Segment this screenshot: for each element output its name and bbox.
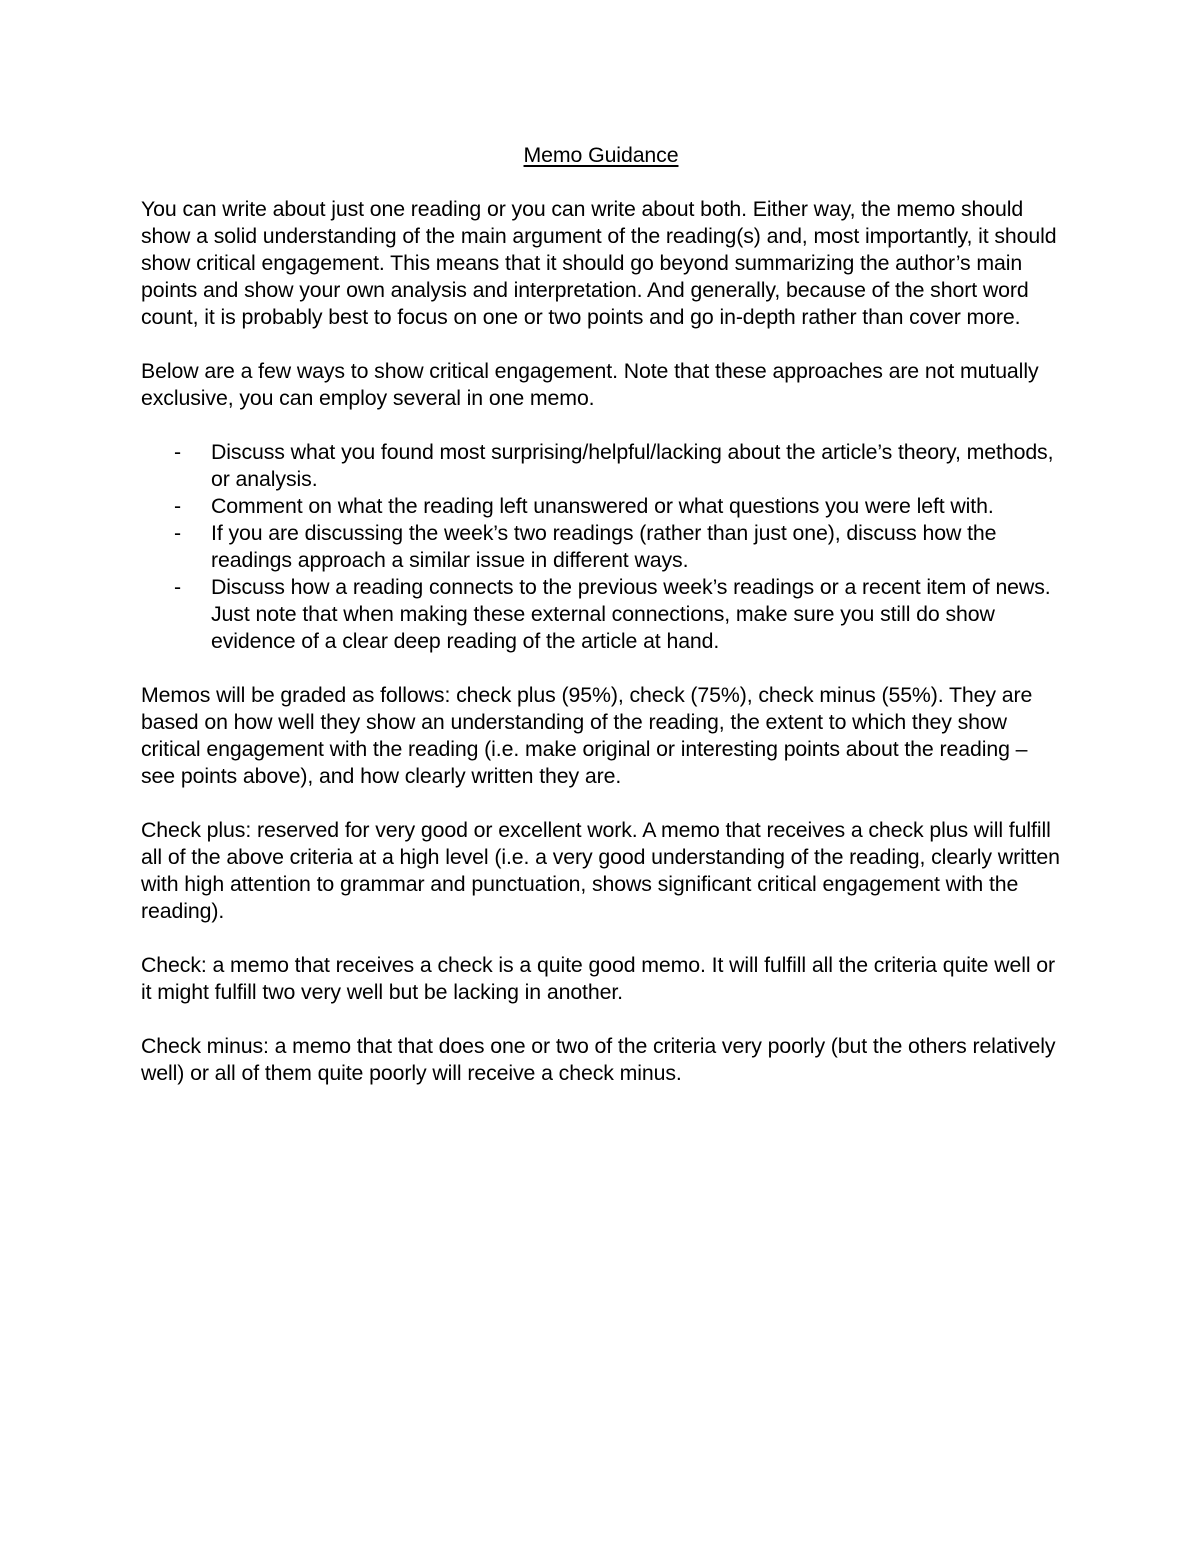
dash-marker: - (174, 575, 181, 599)
intro-paragraph: You can write about just one reading or you can write about both. Either way, the memo should show a solid understanding of the main argument of the reading(s) and, most importantly, it should show critical engagement. This means that it should go beyond summarizing the author’s main points and show your own analysis and interpretation. And generally, because of the short word count, it is probably best to focus on one or two points and go in-depth rather than cover more. (141, 197, 1057, 329)
engagement-list (141, 439, 1061, 655)
list-item (141, 574, 1061, 655)
list-item (141, 520, 1061, 574)
check-minus-paragraph: Check minus: a memo that that does one or two of the criteria very poorly (but the others relatively well) or all of them quite poorly will receive a check minus. (141, 1034, 1056, 1085)
check-paragraph: Check: a memo that receives a check is a quite good memo. It will fulfill all the criteria quite well or it might fulfill two very well but be lacking in another. (141, 953, 1056, 1004)
page-title: Memo Guidance (523, 143, 679, 167)
ways-intro-paragraph: Below are a few ways to show critical engagement. Note that these approaches are not mutually exclusive, you can employ several in one memo. (141, 359, 1039, 410)
grading-paragraph: Memos will be graded as follows: check plus (95%), check (75%), check minus (55%). They are based on how well they show an understanding of the reading, the extent to which they show critical engagement with the reading (i.e. make original or interesting points about the reading – see points above), and how clearly written they are. (141, 683, 1033, 788)
dash-marker: - (174, 521, 181, 545)
check-plus-paragraph: Check plus: reserved for very good or excellent work. A memo that receives a check plus will fulfill all of the above criteria at a high level (i.e. a very good understanding of the reading, clearly written with high attention to grammar and punctuation, shows significant critical engagement with the reading). (141, 818, 1060, 923)
dash-marker: - (174, 494, 181, 518)
list-item-text: Discuss how a reading connects to the previous week’s readings or a recent item of news. Just note that when making these external connections, make sure you still do show evidence of a clear deep reading of the article at hand. (211, 575, 1051, 653)
list-item-text: Discuss what you found most surprising/helpful/lacking about the article’s theory, methods, or analysis. (211, 440, 1054, 491)
list-item (141, 493, 1061, 520)
dash-marker: - (174, 440, 181, 464)
list-item-text: If you are discussing the week’s two readings (rather than just one), discuss how the readings approach a similar issue in different ways. (211, 521, 997, 572)
document-body (141, 142, 1061, 1114)
list-item (141, 439, 1061, 493)
list-item-text: Comment on what the reading left unanswered or what questions you were left with. (211, 494, 994, 518)
